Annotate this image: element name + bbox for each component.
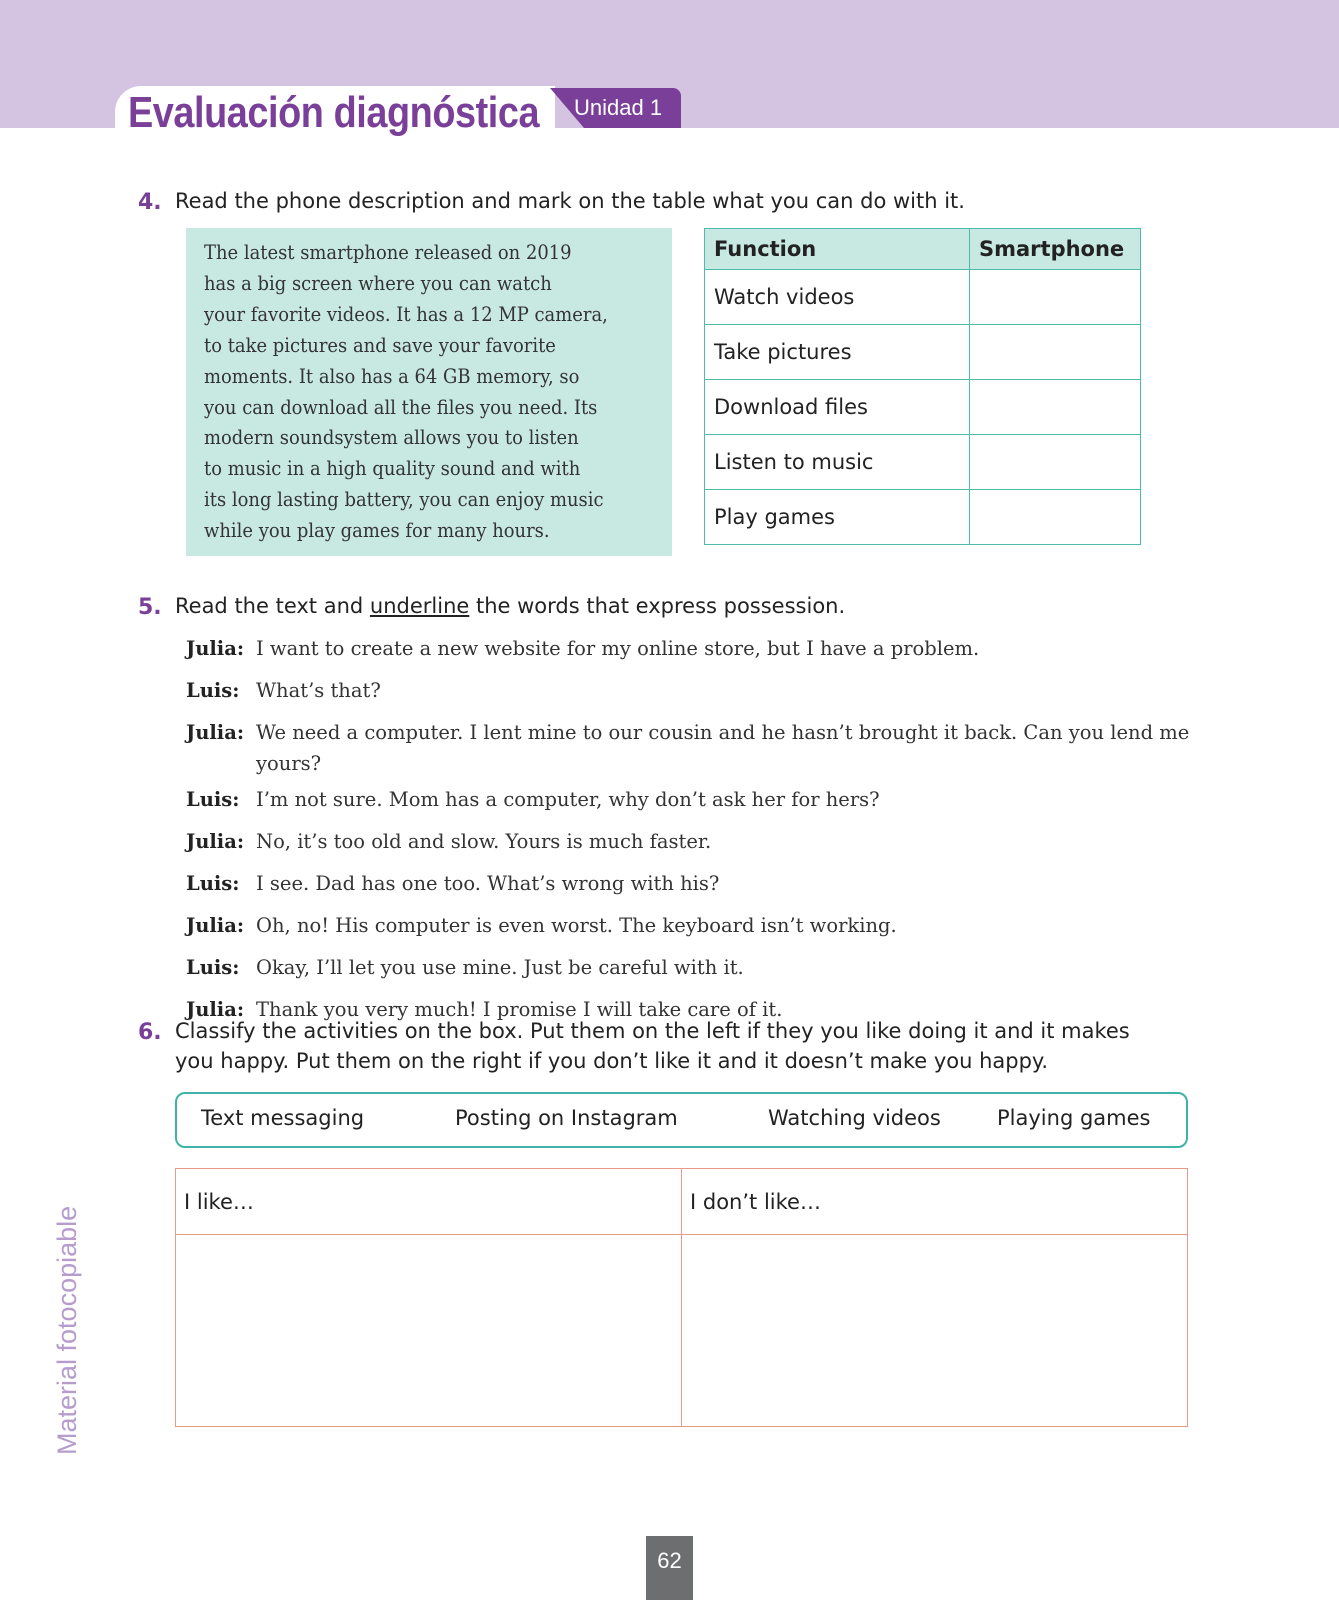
function-cell: Watch videos [705, 270, 970, 325]
phone-description-box [186, 228, 672, 556]
question-4-number: 4. [138, 190, 162, 215]
speaker: Julia: [186, 914, 245, 937]
dialog-line [186, 717, 1206, 779]
instruction-underlined: underline [369, 594, 470, 618]
function-table-header [705, 229, 1141, 270]
activity-watching-videos: Watching videos [768, 1106, 941, 1130]
mark-cell[interactable] [970, 380, 1141, 435]
page-title: Evaluación diagnóstica [128, 88, 540, 137]
table-row [705, 435, 1141, 490]
dialog-text[interactable]: What’s that? [256, 679, 381, 702]
smartphone-header: Smartphone [970, 229, 1141, 270]
question-4-instruction: Read the phone description and mark on the table what you can do with it. [175, 189, 965, 213]
speaker: Luis: [186, 679, 240, 702]
speaker: Julia: [186, 721, 245, 744]
description-line: you can download all the files you need. Its [204, 395, 598, 419]
instruction-part: the words that express possession. [469, 594, 846, 618]
phone-description-text [204, 238, 664, 547]
description-line: its long lasting battery, you can enjoy music [204, 488, 604, 512]
dialog-text[interactable]: Thank you very much! I promise I will take care of it. [256, 998, 783, 1021]
question-5-instruction [175, 594, 845, 618]
dialog-line [186, 633, 1206, 664]
i-dont-like-cell[interactable] [682, 1235, 1188, 1427]
dialog-text[interactable]: Okay, I’ll let you use mine. Just be careful with it. [256, 956, 744, 979]
speaker: Luis: [186, 788, 240, 811]
speaker: Julia: [186, 998, 245, 1021]
page-number: 62 [657, 1548, 682, 1573]
description-line: moments. It also has a 64 GB memory, so [204, 364, 580, 388]
activity-text-messaging: Text messaging [201, 1106, 365, 1130]
i-like-header: I like… [176, 1169, 682, 1235]
table-row [705, 490, 1141, 545]
dialog-line [186, 784, 1206, 815]
dialog-text[interactable]: Oh, no! His computer is even worst. The keyboard isn’t working. [256, 914, 897, 937]
speaker: Luis: [186, 872, 240, 895]
like-dislike-table [175, 1168, 1188, 1427]
function-cell: Listen to music [705, 435, 970, 490]
function-table [704, 228, 1141, 545]
question-5-number: 5. [138, 595, 162, 620]
unit-label: Unidad 1 [574, 95, 663, 120]
function-cell: Play games [705, 490, 970, 545]
question-6-number: 6. [138, 1020, 162, 1045]
speaker: Julia: [186, 830, 245, 853]
dialog-line [186, 910, 1206, 941]
activity-posting-on-instagram: Posting on Instagram [455, 1106, 678, 1130]
speaker: Julia: [186, 637, 245, 660]
activity-playing-games: Playing games [997, 1106, 1151, 1130]
table-row [705, 325, 1141, 380]
dialog-line [186, 868, 1206, 899]
description-line: to take pictures and save your favorite [204, 333, 556, 357]
dialog-text[interactable]: We need a computer. I lent mine to our cousin and he hasn’t brought it back. Can you lend me yours? [256, 721, 1190, 775]
function-cell: Download files [705, 380, 970, 435]
dialog-line [186, 826, 1206, 857]
like-table-header [176, 1169, 1188, 1235]
dialog-line [186, 952, 1206, 983]
dialog [186, 633, 1206, 1036]
dialog-text[interactable]: No, it’s too old and slow. Yours is much faster. [256, 830, 712, 853]
table-row [705, 380, 1141, 435]
question-6-instruction-line-1: Classify the activities on the box. Put them on the left if they you like doing it and it makes [175, 1019, 1130, 1043]
mark-cell[interactable] [970, 435, 1141, 490]
mark-cell[interactable] [970, 490, 1141, 545]
dialog-text[interactable]: I want to create a new website for my online store, but I have a problem. [256, 637, 980, 660]
side-label: Material fotocopiable [52, 1205, 82, 1455]
i-like-cell[interactable] [176, 1235, 682, 1427]
function-cell: Take pictures [705, 325, 970, 380]
mark-cell[interactable] [970, 325, 1141, 380]
mark-cell[interactable] [970, 270, 1141, 325]
instruction-part: Read the text and [175, 594, 370, 618]
i-dont-like-header: I don’t like… [682, 1169, 1188, 1235]
description-line: while you play games for many hours. [204, 519, 550, 543]
speaker: Luis: [186, 956, 240, 979]
description-line: modern soundsystem allows you to listen [204, 426, 579, 450]
function-header: Function [705, 229, 970, 270]
question-6-instruction-line-2: you happy. Put them on the right if you don’t like it and it doesn’t make you happy. [175, 1049, 1049, 1073]
dialog-line [186, 675, 1206, 706]
description-line: your favorite videos. It has a 12 MP camera, [204, 302, 608, 326]
like-table-row [176, 1235, 1188, 1427]
table-row [705, 270, 1141, 325]
dialog-text[interactable]: I’m not sure. Mom has a computer, why don’t ask her for hers? [256, 788, 880, 811]
description-line: has a big screen where you can watch [204, 271, 552, 295]
description-line: to music in a high quality sound and with [204, 457, 581, 481]
description-line: The latest smartphone released on 2019 [204, 241, 572, 264]
dialog-text[interactable]: I see. Dad has one too. What’s wrong with his? [256, 872, 720, 895]
